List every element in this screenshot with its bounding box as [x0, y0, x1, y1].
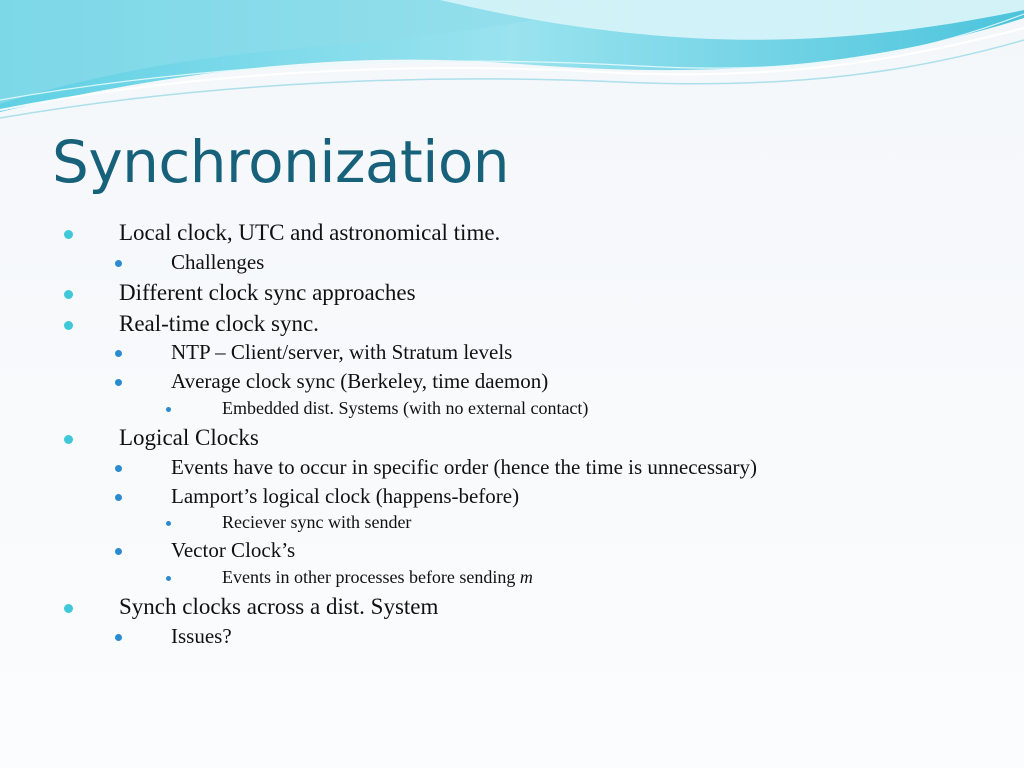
- bullet-text: Lamport’s logical clock (happens-before): [171, 484, 520, 508]
- bullet-text: Different clock sync approaches: [119, 280, 416, 305]
- bullet-text: Synch clocks across a dist. System: [119, 594, 439, 619]
- bullet-text: Events have to occur in specific order (hence the time is unnecessary): [171, 455, 758, 479]
- bullet-dot-icon: [115, 634, 122, 641]
- bullet-text: Embedded dist. Systems (with no external contact): [222, 398, 589, 418]
- bullet-dot-icon: [64, 290, 73, 299]
- bullet-text: Issues?: [171, 624, 232, 648]
- bullet-dot-icon: [64, 604, 73, 613]
- bullet-dot-icon: [115, 465, 122, 472]
- bullet-text: Reciever sync with sender: [222, 512, 412, 532]
- header-wave-decoration: [0, 0, 1024, 130]
- bullet-dot-icon: [166, 407, 171, 412]
- bullet-text-italic: m: [519, 567, 533, 587]
- bullet-text: Real-time clock sync.: [119, 311, 319, 336]
- bullet-dot-icon: [115, 379, 122, 386]
- bullet-dot-icon: [64, 321, 73, 330]
- bullet-dot-icon: [115, 548, 122, 555]
- bullet-dot-icon: [166, 521, 171, 526]
- bullet-dot-icon: [115, 350, 122, 357]
- slide-title: Synchronization: [52, 128, 510, 196]
- bullet-text: Average clock sync (Berkeley, time daemon): [171, 369, 549, 393]
- bullet-text: Local clock, UTC and astronomical time.: [119, 220, 501, 245]
- bullet-dot-icon: [64, 435, 73, 444]
- bullet-dot-icon: [64, 230, 73, 239]
- bullet-text-main: Events in other processes before sending: [222, 567, 516, 587]
- bullet-text: Challenges: [171, 250, 265, 274]
- bullet-text: NTP – Client/server, with Stratum levels: [171, 340, 513, 364]
- bullet-dot-icon: [115, 494, 122, 501]
- bullet-dot-icon: [115, 260, 122, 267]
- bullet-text: Logical Clocks: [119, 425, 259, 450]
- bullet-text: Vector Clock’s: [171, 538, 296, 562]
- bullet-text: [222, 567, 533, 588]
- bullet-dot-icon: [166, 576, 171, 581]
